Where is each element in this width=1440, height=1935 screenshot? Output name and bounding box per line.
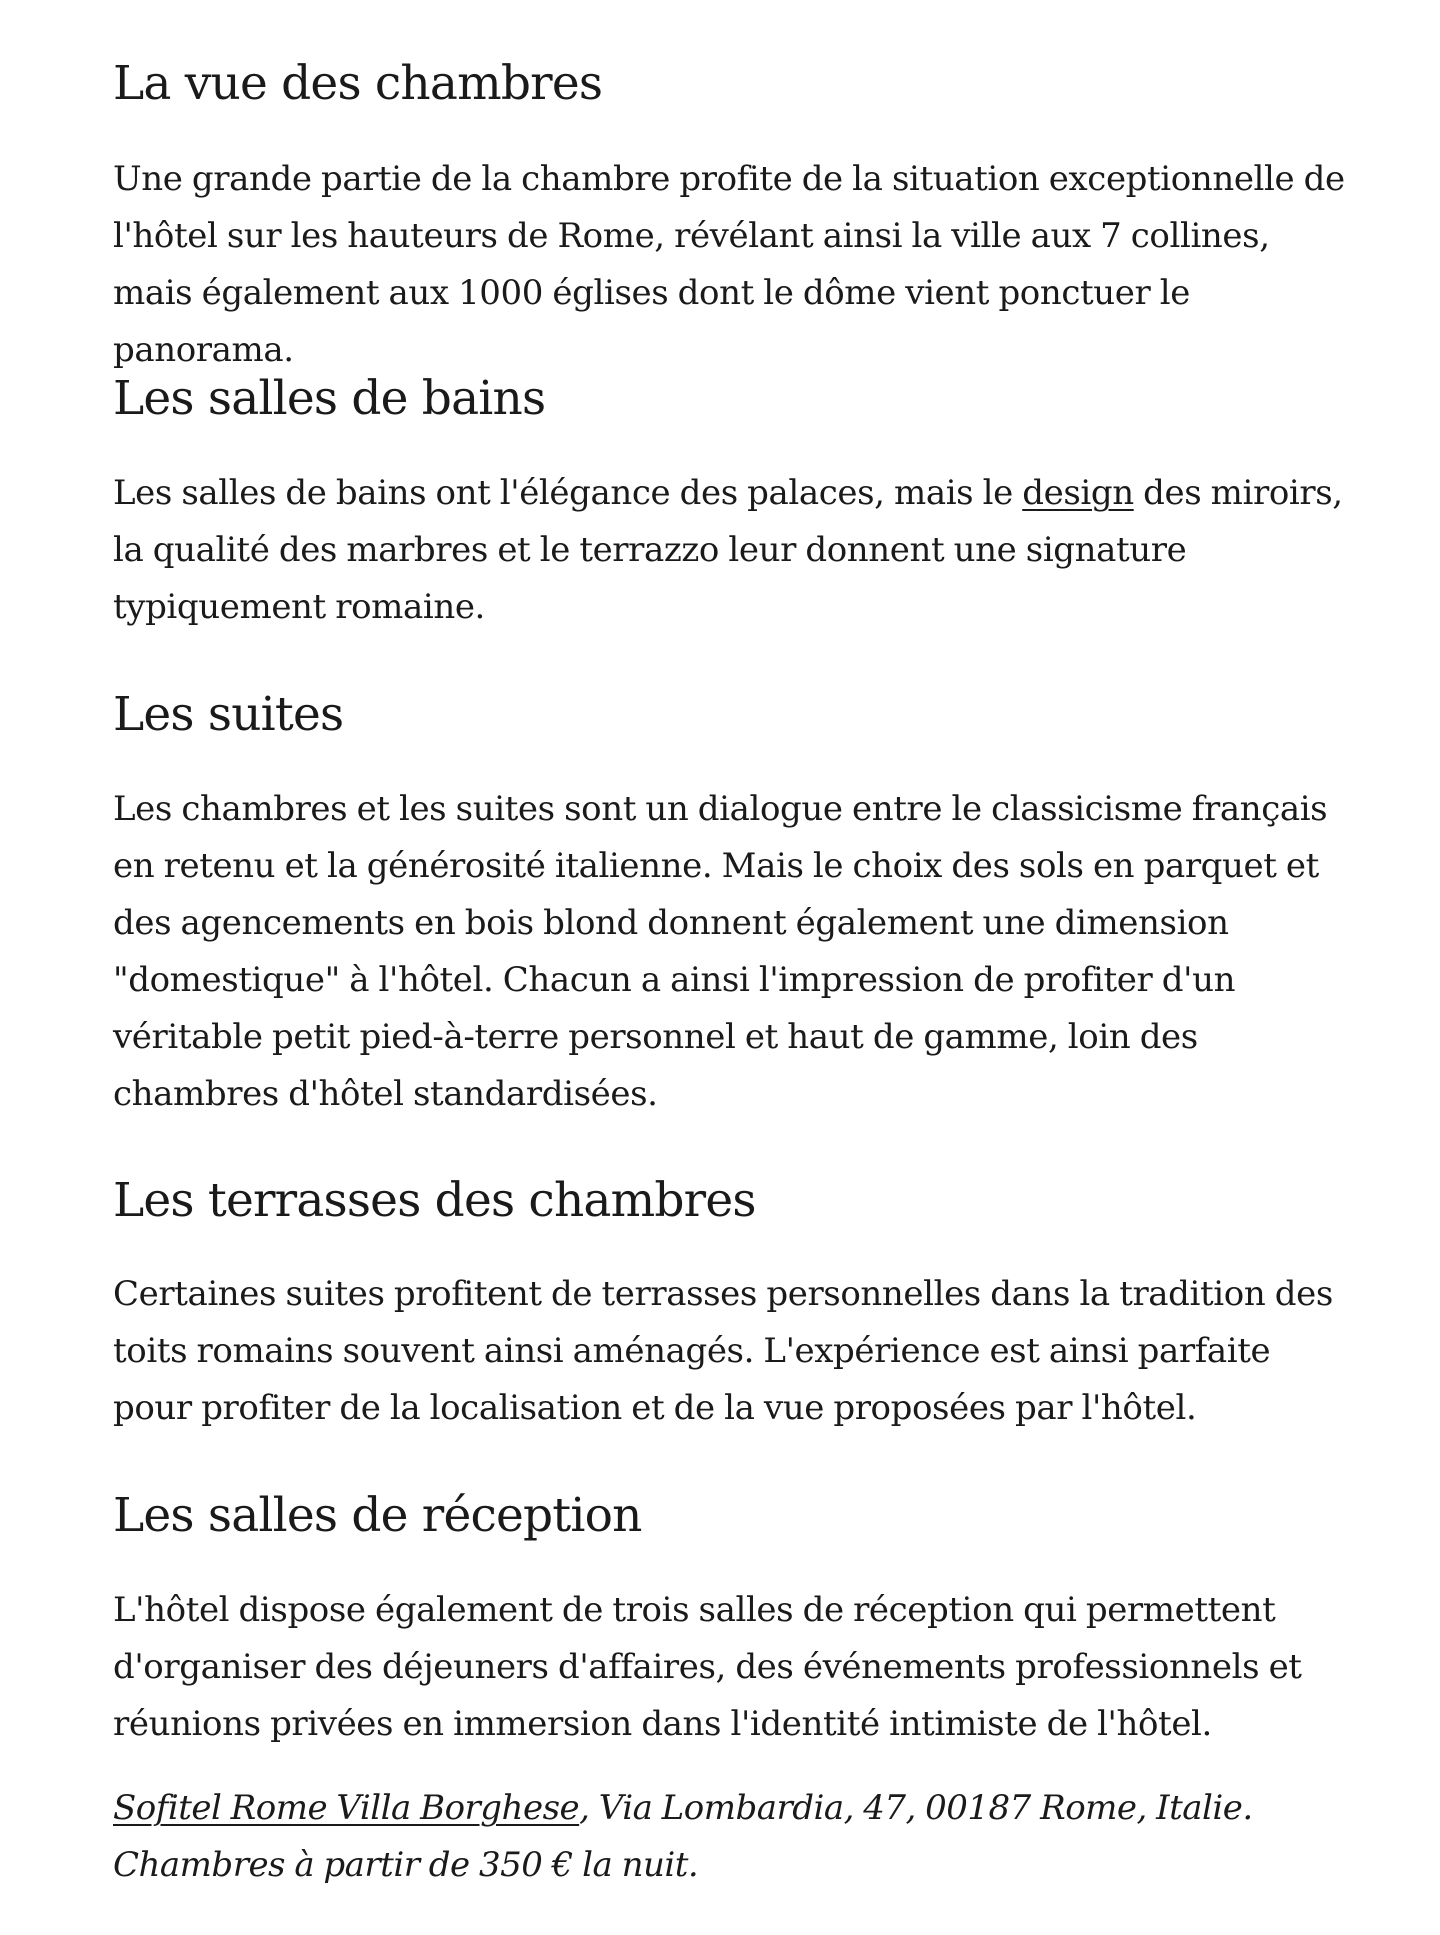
section-title-room-view: La vue des chambres: [113, 56, 603, 111]
design-link[interactable]: design: [1022, 473, 1134, 513]
bathrooms-text-before-link: Les salles de bains ont l'élégance des palaces, mais le: [113, 473, 1023, 513]
section-body-suites: Les chambres et les suites sont un dialogue entre le classicisme français en retenu et la générosité italienne. Mais le choix des sols en parquet et des agencements en bois blond donnent également une dimension "domestique" à l'hôtel. Chacun a ainsi l'impression de profiter d'un véritable petit pied-à-terre personnel et haut de gamme, loin des chambres d'hôtel standardisées.: [113, 789, 1328, 1114]
section-title-bathrooms: Les salles de bains: [113, 371, 546, 426]
section-body-reception-rooms: L'hôtel dispose également de trois salles de réception qui permettent d'organiser des déjeuners d'affaires, des événements professionnels et réunions privées en immersion dans l'identité intimiste de l'hôtel.: [113, 1590, 1302, 1744]
section-title-terraces: Les terrasses des chambres: [113, 1173, 756, 1228]
hotel-name-link[interactable]: Sofitel Rome Villa Borghese: [113, 1788, 580, 1828]
hotel-info-footer: [113, 1780, 1253, 1894]
price-line: Chambres à partir de 350 € la nuit.: [113, 1845, 699, 1885]
bathrooms-text-after-link: des miroirs, la qualité des marbres et le terrazzo leur donnent une signature typiquement romaine.: [113, 473, 1343, 627]
hotel-address: , Via Lombardia, 47, 00187 Rome, Italie.: [579, 1788, 1253, 1828]
section-body-bathrooms: [113, 465, 1353, 636]
section-title-reception-rooms: Les salles de réception: [113, 1488, 642, 1543]
section-body-room-view: Une grande partie de la chambre profite de la situation exceptionnelle de l'hôtel sur les hauteurs de Rome, révélant ainsi la ville aux 7 collines, mais également aux 1000 églises dont le dôme vient ponctuer le panorama.: [113, 159, 1345, 370]
section-body-terraces: Certaines suites profitent de terrasses personnelles dans la tradition des toits romains souvent ainsi aménagés. L'expérience est ainsi parfaite pour profiter de la localisation et de la vue proposées par l'hôtel.: [113, 1274, 1333, 1428]
section-title-suites: Les suites: [113, 687, 344, 742]
